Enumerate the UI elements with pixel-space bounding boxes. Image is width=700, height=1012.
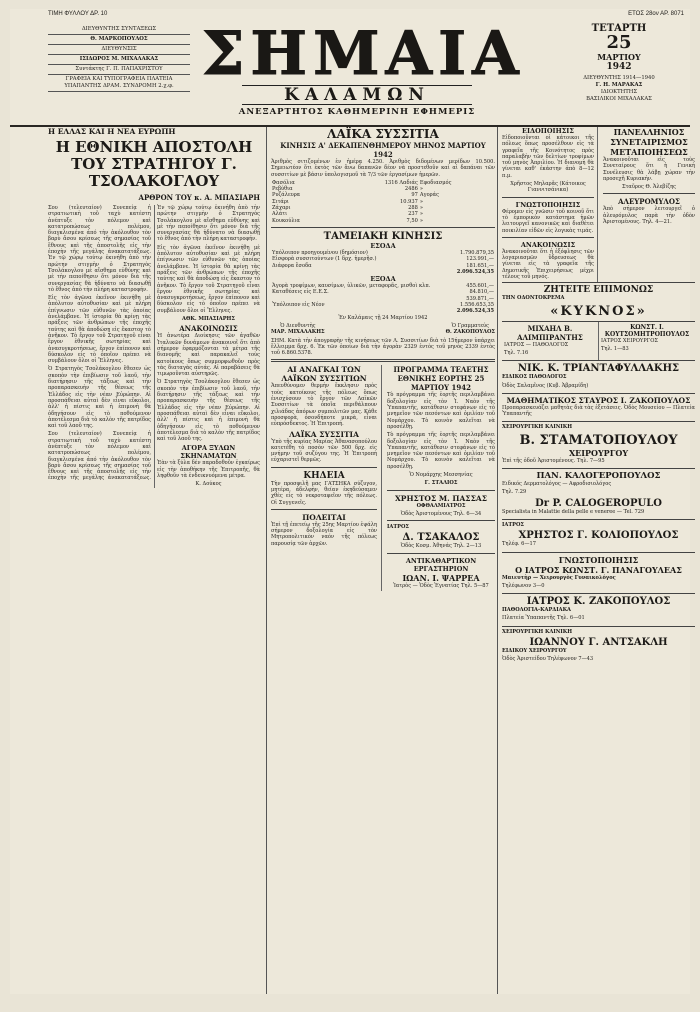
paragraph: Εἰδοποιοῦνται οἱ κάτοικοι τῆς πόλεως ὅπως προσέλθουν εἰς τὰ γραφεῖα τῆς Κοινότητος πρὸς παραλαβὴν τῶν δελτίων τροφίμων τοῦ μηνὸς Ἀπριλίου. Ἡ διανομὴ θὰ γίνεται καθ' ἑκάστην ἀπὸ 8—12 π.μ.: [502, 135, 594, 179]
owner-name: ΒΑΣΙΛΙΚΟΙ ΜΙΧΑΛΑΚΑΣ: [586, 96, 652, 102]
editorial-box: [48, 25, 190, 92]
section-heading: ΑΙ ΑΝΑΓΚΑΙ ΤΩΝ ΛΑΪΚΩΝ ΣΥΣΣΙΤΙΩΝ: [281, 365, 367, 384]
doctor-specialty: ΕΙΔΙΚΟΣ ΠΑΘΟΛΟΓΟΣ: [502, 374, 567, 381]
table-row: Υπόλοιπον προηγουμένου (δημόσιον) 1.790.879,35: [272, 249, 494, 256]
paragraph: Ἀπευθύνομεν θερμὴν ἔκκλησιν πρὸς τοὺς κατοίκους τῆς πόλεως ὅπως ἐνισχύσουν τὸ ἔργον τῶν Λαϊκῶν Συσσιτίων τὰ ὁποῖα περιθάλπουν χιλιάδας ἀπόρων συμπολιτῶν μας. Κάθε προσφορὰ, ὁσονδήποτε μικρὰ, εἶναι εὐπρόσδεκτος. Ἡ Ἐπιτροπή.: [271, 383, 378, 428]
section-heading: ΑΛΕΥΡΟΜΥΛΟΣ: [618, 197, 680, 207]
paragraph: Τὴν προσφιλῆ μας ΓΑΤΣΗΚΑ σύζυγον, μητέρα, ἀδελφὴν, θείαν ἐκηδεύσαμεν χθὲς εἰς τὸ νεκροταφεῖον τῆς πόλεως. Οἱ Συγγενεῖς.: [271, 480, 378, 506]
office-address: ΓΡΑΦΕΙΑ ΚΑΙ ΤΥΠΟΓΡΑΦΕΙΑ ΠΛΑΤΕΙΑ ΥΠΑΠΑΝΤΗΣ ΔΡΑΜ. ΣΥΝΔΡΟΜΗ 2.χ.φ.: [48, 75, 190, 92]
doctor-specialty: ΠΑΘΟΛΟΓΙΑ-ΚΑΡΔΙΑΚΑ: [502, 607, 571, 614]
paragraph: Εἰς τὸν ἀγῶνα ἐκεῖνον ἐκινήθη μὲ ἀπόλυτον αὐτοθυσίαν καὶ μὲ πλήρη ἐπίγνωσιν τῶν εὐθυνῶν τὰς ὁποίας ἀνελάμβανε. Ἡ ἱστορία θὰ κρίνῃ τὰς πράξεις τῶν ἀνθρώπων τῆς ἐποχῆς ταύτης καὶ θὰ ἀποδώσῃ εἰς ἕκαστον τὸ ἀνῆκον. Τὸ ἔργον τοῦ Στρατηγοῦ εἶναι ἔργον ἐθνικῆς σωτηρίας καὶ ἀνασυγκροτήσεως, ἔργον ἐπίπονον καὶ δύσκολον εἰς τὸ ὁποῖον πρέπει νὰ συμβάλουν ὅλοι οἱ Ἕλληνες.: [157, 244, 260, 314]
kicker: Η ΕΛΛΑΣ ΚΑΙ Η ΝΕΑ ΕΥΡΩΠΗ: [48, 127, 176, 136]
paper-title: ΣΗΜΑΙΑ: [202, 19, 525, 89]
paragraph: Τὸ πρόγραμμα τῆς ἑορτῆς περιλαμβάνει δοξολογίαν εἰς τὸν Ἱ. Ναὸν τῆς Ὑπαπαντῆς, κατάθεσιν στεφάνων εἰς τὸ μνημεῖον τῶν πεσόντων καὶ ὁμιλίαν τοῦ Νομάρχου. Τὸ κοινὸν καλεῖται νὰ προσέλθῃ.: [387, 392, 495, 430]
doctor-ad-name: Ο ΙΑΤΡΟΣ ΚΩΝΣΤ. Γ. ΠΑΝΑΓΟΥΛΕΑΣ: [515, 564, 682, 575]
signer-role: Ὁ Νομάρχης Μεσσηνίας: [409, 471, 473, 478]
signer-name: Θ. ΖΑΚΟΠΟΥΛΟΣ: [445, 329, 495, 336]
note: ΣΗΜ. Κατὰ τὴν ἀπογραφὴν τῆς κινήσεως τῶν Λ. Συσσιτίων διὰ τὸ 15ήμερον ὑπάρχει ἔλλειμμα δρχ. 6. Ἐκ τῶν ὁποίων διὰ τὴν ἀγορὰν 2329 ἐντὸς τοῦ μηνὸς 2339 ἐντὸς τοῦ 6.860.5378.: [271, 337, 495, 357]
income-table: [271, 250, 495, 275]
doctor-address: Ὁδὸς Ἀριστομένους Τηλ. 6—34: [400, 510, 482, 517]
doctor-specialty: Ειδικός Δερματολόγος — Αφροδισιολόγος: [502, 481, 612, 488]
doctor-ad-name-latin: Dr P. CALOGEROPULO: [535, 497, 662, 509]
former-director-label: ΔΙΕΥΘΥΝΤΗΣ 1914—1940: [583, 75, 655, 81]
paragraph: Τὸ πρόγραμμα τῆς ἑορτῆς περιλαμβάνει δοξολογίαν εἰς τὸν Ἱ. Ναὸν τῆς Ὑπαπαντῆς, κατάθεσιν στεφάνων εἰς τὸ μνημεῖον τῶν πεσόντων καὶ ὁμιλίαν τοῦ Νομάρχου. Τὸ κοινὸν καλεῖται νὰ προσέλθῃ.: [387, 432, 495, 470]
treasury-title: ΤΑΜΕΙΑΚΗ ΚΙΝΗΣΙΣ: [323, 230, 443, 242]
paragraph: Ἡ ἀνωτέρα Διοίκησις τῶν ἀγαθῶν Ἰταλικῶν δυνάμεων ἀνακοινοῖ ὅτι ἀπὸ σήμερον ἐφαρμόζονται τὰ μέτρα τῆς διανομῆς καὶ παρακαλεῖ τοὺς κατοίκους ὅπως συμμορφωθοῦν πρὸς τὰς διαταγὰς αὐτάς. Αἱ παραβάσεις θὰ τιμωροῦνται αὐστηρῶς.: [157, 333, 260, 378]
section-heading: ΑΝΑΚΟΙΝΩΣΙΣ: [179, 324, 238, 334]
doctor-specialty: ΙΑΤΡΟΣ — ΠΑΘΟΛΟΓΟΣ: [504, 341, 569, 348]
table-row: Ρυζάλευρα 97 Αγοράς: [272, 192, 439, 199]
signer-role: Ὁ Διευθυντὴς: [280, 322, 316, 329]
day-number: 25: [606, 32, 632, 53]
table-row: Φασόλια 1316 Λαδιάς Εφοδιασμός: [272, 179, 452, 186]
table-row: Ἀγορὰ τροφίμων, καυσίμων, ὑλικῶν, μεταφορᾶς, μισθοὶ κλπ. 455.601,—: [272, 283, 494, 290]
signer-name: Γ. ΣΤΑΛΙΟΣ: [424, 480, 458, 487]
table-row: 539.871,—: [466, 295, 494, 302]
article-signature: ΑΘΚ. ΜΠΑΣΙΑΡΗΣ: [182, 316, 235, 323]
clinic-specialty: ΕΙΔΙΚΟΥ ΧΕΙΡΟΥΡΓΟΥ: [502, 647, 567, 654]
section-heading: ΚΗΔΕΙΑ: [303, 470, 345, 481]
signature: Σταῦρος Θ. Ἀλεβίζης: [621, 184, 677, 191]
paragraph: Ὁ Στρατηγὸς Τσολάκογλου ἔθεσεν ὡς σκοπὸν τὴν ἐπιβίωσιν τοῦ λαοῦ, τὴν διατήρησιν τῆς τάξεως καὶ τὴν προπαρασκευὴν τῆς θέσεως τῆς Ἑλλάδος εἰς τὴν νέαν Εὐρώπην. Αἱ προσπάθειαι αὐταὶ δὲν εἶναι εὔκολοι, ἀλλ' ἡ πίστις καὶ ἡ ἐπιμονὴ θὰ ὁδηγήσουν εἰς τὸ ποθούμενον ἀποτέλεσμα διὰ τὸ καλὸν τῆς πατρίδος καὶ τοῦ λαοῦ της.: [48, 366, 151, 430]
article-body: [48, 205, 260, 488]
table-row: 2.096.524,35: [456, 268, 494, 275]
signature: Χρῆστος Μηλαρᾶς (Κάτοικος Γιαννιτσάνικα): [510, 181, 586, 194]
section-heading: ΕΙΔΟΠΟΙΗΣΙΣ: [522, 127, 574, 135]
newspaper-page: [10, 9, 695, 994]
section-heading: ΑΓΟΡΑ ΞΥΛΩΝ ΣΚΗΝΑΜΑΤΩΝ: [180, 444, 237, 461]
clinic-name: ΙΩΑΝΝΟΥ Γ. ΑΝΤΣΑΚΛΗ: [529, 636, 668, 648]
doctor-prefix: ΙΑΤΡΟΣ: [502, 521, 524, 528]
section-heading: ΛΑΪΚΑ ΣΥΣΣΙΤΙΑ: [289, 429, 359, 439]
section-heading: ΑΝΑΚΟΙΝΩΣΙΣ: [520, 240, 576, 249]
table-row: Αλάτι 237 »: [272, 211, 423, 218]
section-heading: ΓΝΩΣΤΟΠΟΙΗΣΙΣ: [515, 200, 581, 209]
paragraph: Ἐπὶ τῇ ἐπετείῳ τῆς 25ης Μαρτίου ἐψάλη σήμερον δοξολογία εἰς τὸν Μητροπολιτικὸν ναόν τῆς πόλεως παρουσίᾳ τῶν ἀρχῶν.: [271, 521, 378, 547]
table-row: Ζάχαρι 288 »: [272, 205, 423, 212]
clinic-name: Β. ΣΤΑΜΑΤΟΠΟΥΛΟΥ: [519, 432, 678, 448]
title-block: [202, 19, 525, 117]
doctor-specialty: Μαιευτὴρ — Χειρουργὸς Γυναικολόγος: [502, 574, 616, 581]
paper-city: ΚΑΛΑΜΩΝ: [242, 85, 472, 105]
table-row: Καταθέσεις εἰς Ε.Ε.Σ. 84.810,—: [272, 289, 494, 296]
doctor-ad-name: ΧΡΗΣΤΟΣ Γ. ΚΟΛΙΟΠΟΥΛΟΣ: [518, 530, 679, 542]
table-row: Σιτάρι 10.937 »: [272, 198, 423, 205]
month: ΜΑΡΤΙΟΥ: [597, 52, 641, 62]
tutor-details: Προπαρασκευάζει μαθητὰς διὰ τὰς ἐξετάσεις. Ὁδὸς Μουσείου — Πλατεία Ὑπαπαντῆς: [502, 404, 695, 418]
supplies-table: [271, 180, 495, 224]
price: ΤΙΜΗ ΦΥΛΛΟΥ ΔΡ. 10: [48, 11, 108, 17]
doctor-phone: Τηλέφ. 6—17: [502, 541, 536, 548]
table-row: Εἰσφορὰ συσσιτούντων (1 δρχ. ἡμερῆσ.) 123.991,—: [272, 256, 494, 263]
doctor-address: Ὁδὸς Κοσμ. Ἀθηνάς Τηλ. 2—13: [400, 543, 482, 550]
doctor-address: Πλατεία Ὑπαπαντῆς Τηλ. 6—01: [502, 615, 585, 622]
paragraph: Ἀνακοινοῦται ὅτι ἡ ἐξόφλησις τῶν λογαριασμῶν ὕδρευσεως θὰ γίνεται εἰς τὰ γραφεῖα τῆς Δημοτικῆς Ἐπιχειρήσεως μέχρι τέλους τοῦ μηνός.: [502, 248, 594, 281]
paragraph: Ὑπὸ τῆς κυρίας Μαρίας Ἀθανασοπούλου κατετέθη τὸ ποσὸν τῶν 500 δρχ. εἰς μνήμην τοῦ συζύγου της. Ἡ Ἐπιτροπὴ εὐχαριστεῖ θερμῶς.: [271, 438, 378, 464]
tutor-ad-name: ΜΑΘΗΜΑΤΙΚΟΣ ΣΤΑΥΡΟΣ Ι. ΖΑΚΟΠΟΥΛΟΣ: [506, 395, 691, 405]
clinic-specialty: ΧΕΙΡΟΥΡΓΟΥ: [568, 447, 629, 458]
table-row: Κουκούλια 7,50 »: [272, 217, 423, 224]
table-row: Ρεβύθια 2486 »: [272, 186, 423, 193]
intro-paragraph: Ἀριθμὸς σιτιζομένων ἐν ἡμέρᾳ 4.250. Ἀριθμὸς διδομένων μερίδων 10.500. Σημειωτέον ὅτι ἐκτὸς τῶν ἄνω δαπανῶν δέον νὰ προστεθοῦν καὶ αἱ δαπάναι τῶν συσσιτίων μὲ βάσιν ὑπολογισμοῦ τὰ 7/3 τῶν ἐργασίμων ἡμερῶν.: [271, 159, 495, 178]
doctor-ad-name: ΧΡΗΣΤΟΣ Μ. ΠΑΣΣΑΣ: [394, 493, 488, 503]
doctor-phone: Τηλέφωνον 3—0: [502, 582, 545, 589]
weekday: ΤΕΤΑΡΤΗ: [591, 23, 647, 34]
paragraph: Εἰς τὸν ἀγῶνα ἐκεῖνον ἐκινήθη μὲ ἀπόλυτον αὐτοθυσίαν καὶ μὲ πλήρη ἐπίγνωσιν τῶν εὐθυνῶν τὰς ὁποίας ἀνελάμβανε. Ἡ ἱστορία θὰ κρίνῃ τὰς πράξεις τῶν ἀνθρώπων τῆς ἐποχῆς ταύτης καὶ θὰ ἀποδώσῃ εἰς ἕκαστον τὸ ἀνῆκον. Τὸ ἔργον τοῦ Στρατηγοῦ εἶναι ἔργον ἐθνικῆς σωτηρίας καὶ ἀνασυγκροτήσεως, ἔργον ἐπίπονον καὶ δύσκολον εἰς τὸ ὁποῖον πρέπει νὰ συμβάλουν ὅλοι οἱ Ἕλληνες.: [48, 295, 151, 365]
clinic-address: Ἐπὶ τῆς ὁδοῦ Ἀριστομένους. Τηλ. 7—95: [502, 457, 605, 464]
lab-address: Ἰατρὸς — Ὁδὸς Ἐγνατίας Τηλ. 5—87: [393, 582, 489, 589]
lab-heading: ΑΝΤΙΚΑΘΑΡΤΙΚΟΝ ΕΡΓΑΣΤΗΡΙΟΝ: [405, 556, 477, 573]
lab-name: ΙΩΑΝ. Ι. ΨΑΡΡΕΑ: [402, 572, 480, 583]
table-row: 2.096.524,35: [456, 308, 494, 315]
doctor-specialty: ΙΑΤΡΟΣ ΧΕΙΡΟΥΡΓΟΣ: [601, 337, 658, 344]
ad-headline: ΖΗΤΕΙΤΕ ΕΠΙΜΟΝΩΣ: [543, 285, 654, 296]
doctor-ad-name: ΙΑΤΡΟΣ Κ. ΖΑΚΟΠΟΥΛΟΣ: [526, 596, 671, 608]
expense-heading: ΕΞΟΔΑ: [370, 275, 396, 284]
doctor-specialty-latin: Specialista in Malattie della pelle e veneree — Tel. 729: [502, 508, 645, 515]
owner-label: ΙΔΙΟΚΤΗΤΗΣ: [600, 89, 638, 95]
editor-name: Θ. ΜΑΡΚΟΠΟΥΛΟΣ: [48, 35, 190, 45]
ad-brand: «ΚΥΚΝΟΣ»: [550, 303, 647, 319]
date-line: Ἐν Καλάμαις τῇ 24 Μαρτίου 1942: [338, 314, 428, 321]
date-box: [550, 23, 688, 103]
clinic-label: ΧΕΙΡΟΥΡΓΙΚΗ ΚΛΙΝΙΚΗ: [502, 628, 573, 635]
paragraph: Σου (τελευταίον) Συνεπείᾳ ἡ στρατιωτικὴ τοῦ ταχὺ κατέστη ἀνέπτυξε τὸν πόλεμον καὶ κατατροπώσεως πολέμου, διαγκλισμένα ἀπό τὴν ἀκόλουθον τὸν βαρὺ ἄσου κρίσεως τῆς σημασίας τοῦ ἔθνους καὶ τῆς ἀποστολῆς εἰς τὴν ἐποχὴν τῆς μεγάλης ἀνακατατάξεως. Ἐν τῷ χώρῳ τούτῳ ἐκινήθη ἀπὸ τὴν πρώτην στιγμὴν ὁ Στρατηγὸς Τσολάκογλου μὲ αἴσθημα εὐθύνης καὶ μὲ τὴν πεποίθησιν ὅτι μόνον διὰ τῆς συνεργασίας θὰ ἠδύνατο νὰ διασωθῇ τὸ ἔθνος ἀπὸ τὴν πλήρη καταστροφήν.: [48, 205, 151, 293]
doctor-phone: Τηλ. 7.16: [504, 349, 529, 356]
masthead: [10, 21, 690, 127]
doctor-ad-name: Δ. ΤΣΑΚΑΛΟΣ: [402, 532, 480, 544]
writer-name: Συντάκτης Γ. Π. ΠΑΠΑΧΡΙΣΤΟΥ: [48, 65, 190, 75]
doctor-address: Ὁδὸς Σαλαμῖνος (Κυβ. Ἀβραμίδη): [502, 382, 589, 389]
table-row: Διάφορα ἔσοδα 181.651,—: [272, 262, 494, 269]
paragraph: Ἐὰν τὰ ξύλα δέν παραδοθοῦν ἐγκαίρως εἰς τὴν ἀποθήκην τῆς Ἐπιτροπῆς, θὰ ληφθοῦν τὰ ἐνδεικνυόμενα μέτρα.: [157, 460, 260, 479]
clinic-label: ΧΕΙΡΟΥΡΓΙΚΗ ΚΛΙΝΙΚΗ: [502, 424, 573, 431]
paragraph: Ἀπὸ σήμερον λειτουργεῖ ὁ ἀλευρόμυλος παρὰ τὴν ὁδὸν Ἀριστομένους. Τηλ. 4—21.: [603, 206, 695, 226]
signer-name: ΜΑΡ. ΜΙΧΑΛΑΚΗΣ: [271, 329, 325, 336]
section-heading: ΠΟΛΕΙΤΑΙ: [302, 512, 346, 522]
doctor-ad-name: ΝΙΚ. Κ. ΤΡΙΑΝΤΑΦΥΛΛΑΚΗΣ: [517, 363, 680, 375]
paragraph: Σου (τελευταίον) Συνεπείᾳ ἡ στρατιωτικὴ τοῦ ταχὺ κατέστη ἀνέπτυξε τὸν πόλεμον καὶ κατατροπώσεως πολέμου, διαγκλισμένα ἀπό τὴν ἀκόλουθον τὸν βαρὺ ἄσου κρίσεως τῆς σημασίας τοῦ ἔθνους καὶ τῆς ἀποστολῆς εἰς τὴν ἐποχὴν τῆς μεγάλης ἀνακατατάξεως. Ἐν τῷ χώρῳ τούτῳ ἐκινήθη ἀπὸ τὴν πρώτην στιγμὴν ὁ Στρατηγὸς Τσολάκογλου μὲ αἴσθημα εὐθύνης καὶ μὲ τὴν πεποίθησιν ὅτι μόνον διὰ τῆς συνεργασίας θὰ ἠδύνατο νὰ διασωθῇ τὸ ἔθνος ἀπὸ τὴν πλήρη καταστροφήν.: [48, 205, 260, 482]
former-director: Γ. Η. ΜΑΡΑΚΑΣ: [595, 82, 643, 88]
director-name: ΙΣΙΔΩΡΟΣ Μ. ΜΙΧΑΛΑΚΑΣ: [48, 55, 190, 65]
signature: Κ. Δούκος: [195, 481, 222, 488]
doctor-phone: Τηλ. 7.29: [502, 489, 527, 496]
ad-sub: ΤΗΝ ΟΔΟΝΤΟΚΡΕΜΑ: [502, 295, 565, 302]
signer-role: Ὁ Γραμματεύς: [451, 322, 490, 329]
doctor-ad-name: ΠΑΝ. ΚΑΛΟΓΕΡΟΠΟΥΛΟΣ: [536, 471, 661, 482]
cooperative-heading: ΠΑΝΕΛΛΗΝΙΟΣ ΣΥΝΕΤΑΙΡΙΣΜΟΣ ΜΕΤΑΠΟΙΗΣΕΩΣ: [610, 127, 688, 157]
paragraph: Ἀνακοινοῦται εἰς τοὺς Συνεταίρους ὅτι ἡ Γενικὴ Συνέλευσις θὰ λάβῃ χώραν τὴν προσεχῆ Κυριακήν.: [603, 157, 695, 182]
issue-number: ΕΤΟΣ 28ον ΑΡ. 8071: [628, 11, 684, 17]
expense-table: [271, 283, 495, 314]
clinic-address: Ὁδὸς Ἀριστείδου Τηλέφωνον 7—43: [502, 656, 594, 663]
income-heading: ΕΣΟΔΑ: [370, 241, 396, 250]
column-middle: [266, 127, 495, 994]
byline: ΑΡΘΡΟΝ ΤΟΥ κ. Α. ΜΠΑΣΙΑΡΗ: [138, 193, 260, 202]
paper-subtitle: ΑΝΕΞΑΡΤΗΤΟΣ ΚΑΘΗΜΕΡΙΝΗ ΕΦΗΜΕΡΙΣ: [238, 107, 476, 117]
year: 1942: [606, 62, 632, 72]
table-row: Ὑπόλοιπον εἰς Νέον 1.556.653,35: [272, 302, 494, 309]
section-heading: ΠΡΟΓΡΑΜΜΑ ΤΕΛΕΤΗΣ ΕΘΝΙΚΗΣ ΕΟΡΤΗΣ 25 ΜΑΡΤΙΟΥ 1942: [393, 365, 489, 393]
section-subtitle: ΚΙΝΗΣΙΣ Α' ΔΕΚΑΠΕΝΘΗΜΕΡΟΥ ΜΗΝΟΣ ΜΑΡΤΙΟΥ 1942: [280, 141, 486, 159]
doctor-ad-name: ΜΙΧΑΗΛ Β. ΑΛΙΜΠΙΡΑΝΤΗΣ: [517, 323, 583, 342]
paragraph: Φέρομεν εἰς γνῶσιν τοῦ κοινοῦ ὅτι τὸ ἐμπορικὸν κατάστημα ἡμῶν λειτουργεῖ κανονικῶς καὶ διαθέτει ποικιλίαν εἰδῶν εἰς λογικὰς τιμάς.: [502, 208, 594, 234]
column-left: [48, 127, 260, 994]
doctor-specialty: ΟΦΘΑΛΜΙΑΤΡΟΣ: [416, 502, 466, 509]
section-title: ΛΑΪΚΑ ΣΥΣΣΙΤΙΑ: [327, 127, 439, 141]
doctor-prefix: ΙΑΤΡΟΣ: [387, 524, 410, 531]
column-right: [497, 127, 695, 994]
doctor-ad-name: ΚΩΝΣΤ. Ι. ΚΟΥΤΣΟΜΗΤΡΟΠΟΥΛΟΣ: [604, 323, 690, 338]
paragraph: Ὁ Στρατηγὸς Τσολάκογλου ἔθεσεν ὡς σκοπὸν τὴν ἐπιβίωσιν τοῦ λαοῦ, τὴν διατήρησιν τῆς τάξεως καὶ τὴν προπαρασκευὴν τῆς θέσεως τῆς Ἑλλάδος εἰς τὴν νέαν Εὐρώπην. Αἱ προσπάθειαι αὐταὶ δὲν εἶναι εὔκολοι, ἀλλ' ἡ πίστις καὶ ἡ ἐπιμονὴ θὰ ὁδηγήσουν εἰς τὸ ποθούμενον ἀποτέλεσμα διὰ τὸ καλὸν τῆς πατρίδος καὶ τοῦ λαοῦ της.: [157, 379, 260, 443]
director-label: ΔΙΕΥΘΥΝΣΙΣ: [48, 45, 190, 55]
main-headline: Η ΕΘΝΙΚΗ ΑΠΟΣΤΟΛΗ ΤΟΥ ΣΤΡΑΤΗΓΟΥ Γ. ΤΣΟΛΑΚΟΓΛΟΥ: [55, 138, 253, 190]
notice-heading: ΓΝΩΣΤΟΠΟΙΗΣΙΣ: [558, 554, 639, 565]
doctor-phone: Τηλ. 1—83: [601, 345, 629, 352]
editor-label: ΔΙΕΥΘΥΝΤΗΣ ΣΥΝΤΑΞΕΩΣ: [48, 25, 190, 35]
